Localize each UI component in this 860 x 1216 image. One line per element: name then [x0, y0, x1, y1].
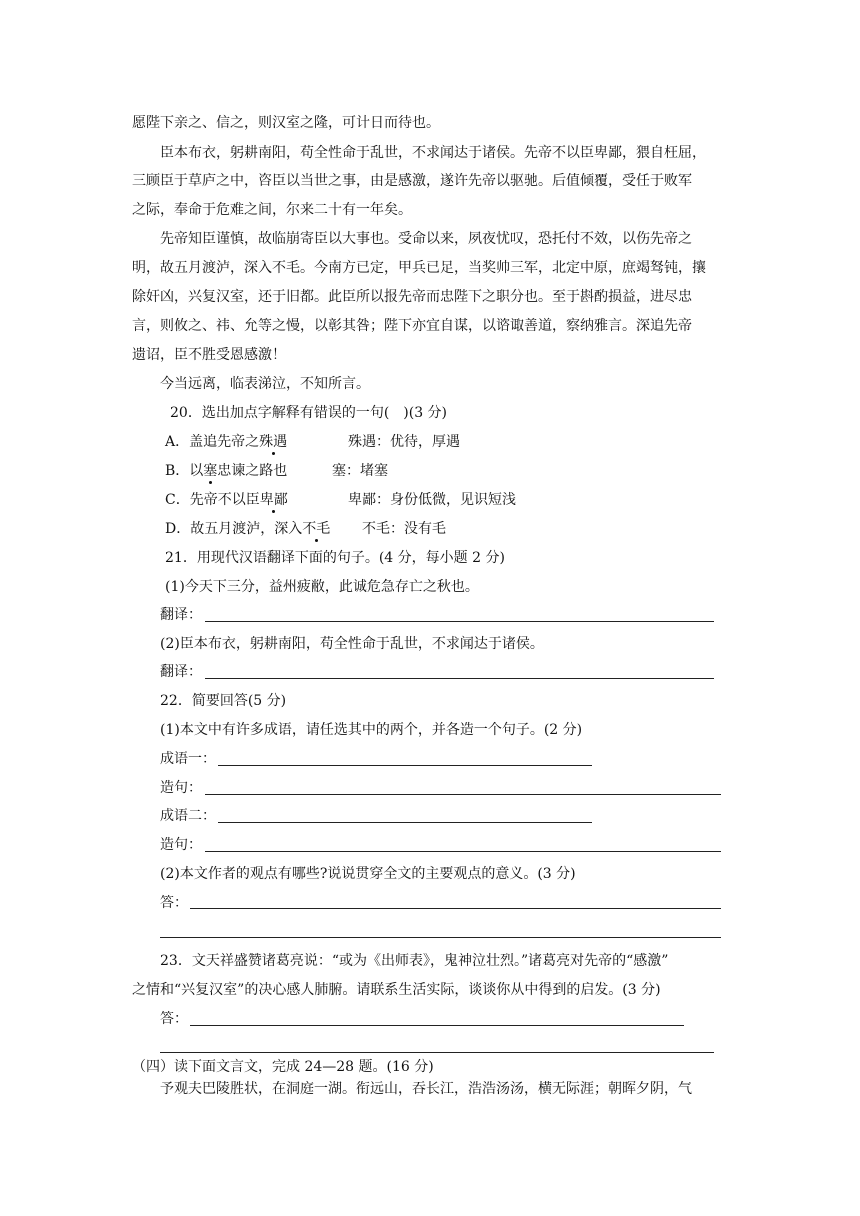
option-b: B．以塞忠谏之路也 [165, 463, 288, 479]
question-20-stem: 20．选出加点字解释有错误的一句( )(3 分) [170, 405, 448, 421]
question-21-stem: 21．用现代汉语翻译下面的句子。(4 分，每小题 2 分) [165, 550, 505, 566]
option-c-note: 卑鄙：身份低微，见识短浅 [348, 492, 516, 508]
option-d: D．故五月渡泸，深入不毛 [165, 521, 331, 537]
option-b-note: 塞：堵塞 [332, 463, 388, 479]
passage-line: 之际，奉命于危难之间，尔来二十有一年矣。 [132, 202, 412, 218]
answer-line [205, 851, 721, 852]
translate-label: 翻译： [160, 607, 202, 623]
passage-line: 愿陛下亲之、信之，则汉室之隆，可计日而待也。 [132, 115, 440, 131]
passage-line: 先帝知臣谨慎，故临崩寄臣以大事也。受命以来，夙夜忧叹，恐托付不效，以伤先帝之 [160, 231, 692, 247]
question-23-line: 之情和“兴复汉室”的决心感人肺腑。请联系生活实际，谈谈你从中得到的启发。(3 分) [132, 982, 661, 998]
option-c: C．先帝不以臣卑鄙 [165, 492, 288, 508]
question-21-sentence-1: (1)今天下三分，益州疲敝，此诚危急存亡之秋也。 [165, 579, 479, 595]
dotted-word: 塞 [203, 463, 218, 479]
answer-label: 答： [160, 1011, 188, 1027]
passage-line: 明，故五月渡泸，深入不毛。今南方已定，甲兵已足，当奖帅三军，北定中原，庶竭驽钝，攘 [132, 260, 706, 276]
dotted-word: 殊遇 [259, 434, 288, 450]
answer-line [218, 822, 592, 823]
option-a: A．盖追先帝之殊遇 [165, 434, 288, 450]
translate-label: 翻译： [160, 664, 202, 680]
idiom-1-label: 成语一： [160, 751, 216, 767]
dotted-word: 不毛 [302, 521, 331, 537]
question-22-stem: 22．简要回答(5 分) [160, 693, 287, 709]
answer-line [160, 1052, 714, 1053]
answer-line [205, 621, 714, 622]
passage-line: 言，则攸之、祎、允等之慢，以彰其咎；陛下亦宜自谋，以谘诹善道，察纳雅言。深追先帝 [132, 318, 692, 334]
section-4-heading: （四）读下面文言文，完成 24—28 题。(16 分) [132, 1059, 434, 1075]
passage-line: 三顾臣于草庐之中，咨臣以当世之事，由是感激，遂许先帝以驱驰。后值倾覆，受任于败军 [132, 173, 692, 189]
answer-line [190, 1025, 684, 1026]
answer-line [160, 937, 721, 938]
option-d-note: 不毛：没有毛 [362, 521, 446, 537]
question-21-sentence-2: (2)臣本布衣，躬耕南阳，苟全性命于乱世，不求闻达于诸侯。 [160, 636, 544, 652]
passage-line: 臣本布衣，躬耕南阳，苟全性命于乱世，不求闻达于诸侯。先帝不以臣卑鄙，猥自枉屈， [160, 145, 706, 161]
answer-label: 答： [160, 895, 188, 911]
sentence-label: 造句： [160, 837, 202, 853]
option-a-note: 殊遇：优待，厚遇 [348, 434, 460, 450]
dotted-word: 卑鄙 [259, 492, 288, 508]
answer-line [205, 678, 714, 679]
sentence-label: 造句： [160, 780, 202, 796]
section-4-passage-line: 予观夫巴陵胜状，在洞庭一湖。衔远山，吞长江，浩浩汤汤，横无际涯；朝晖夕阴，气 [160, 1081, 692, 1097]
question-22-part-2: (2)本文作者的观点有哪些?说说贯穿全文的主要观点的意义。(3 分) [160, 866, 576, 882]
idiom-2-label: 成语二： [160, 808, 216, 824]
answer-line [205, 794, 721, 795]
question-22-part-1: (1)本文中有许多成语，请任选其中的两个，并各造一个句子。(2 分) [160, 722, 583, 738]
answer-line [190, 908, 721, 909]
passage-line: 今当远离，临表涕泣，不知所言。 [160, 376, 370, 392]
answer-line [218, 765, 592, 766]
question-23-line: 23．文天祥盛赞诸葛亮说：“或为《出师表》，鬼神泣壮烈。”诸葛亮对先帝的“感激” [160, 953, 669, 969]
passage-line: 除奸凶，兴复汉室，还于旧都。此臣所以报先帝而忠陛下之职分也。至于斟酌损益，进尽忠 [132, 289, 692, 305]
passage-line: 遗诏，臣不胜受恩感激！ [132, 347, 286, 363]
